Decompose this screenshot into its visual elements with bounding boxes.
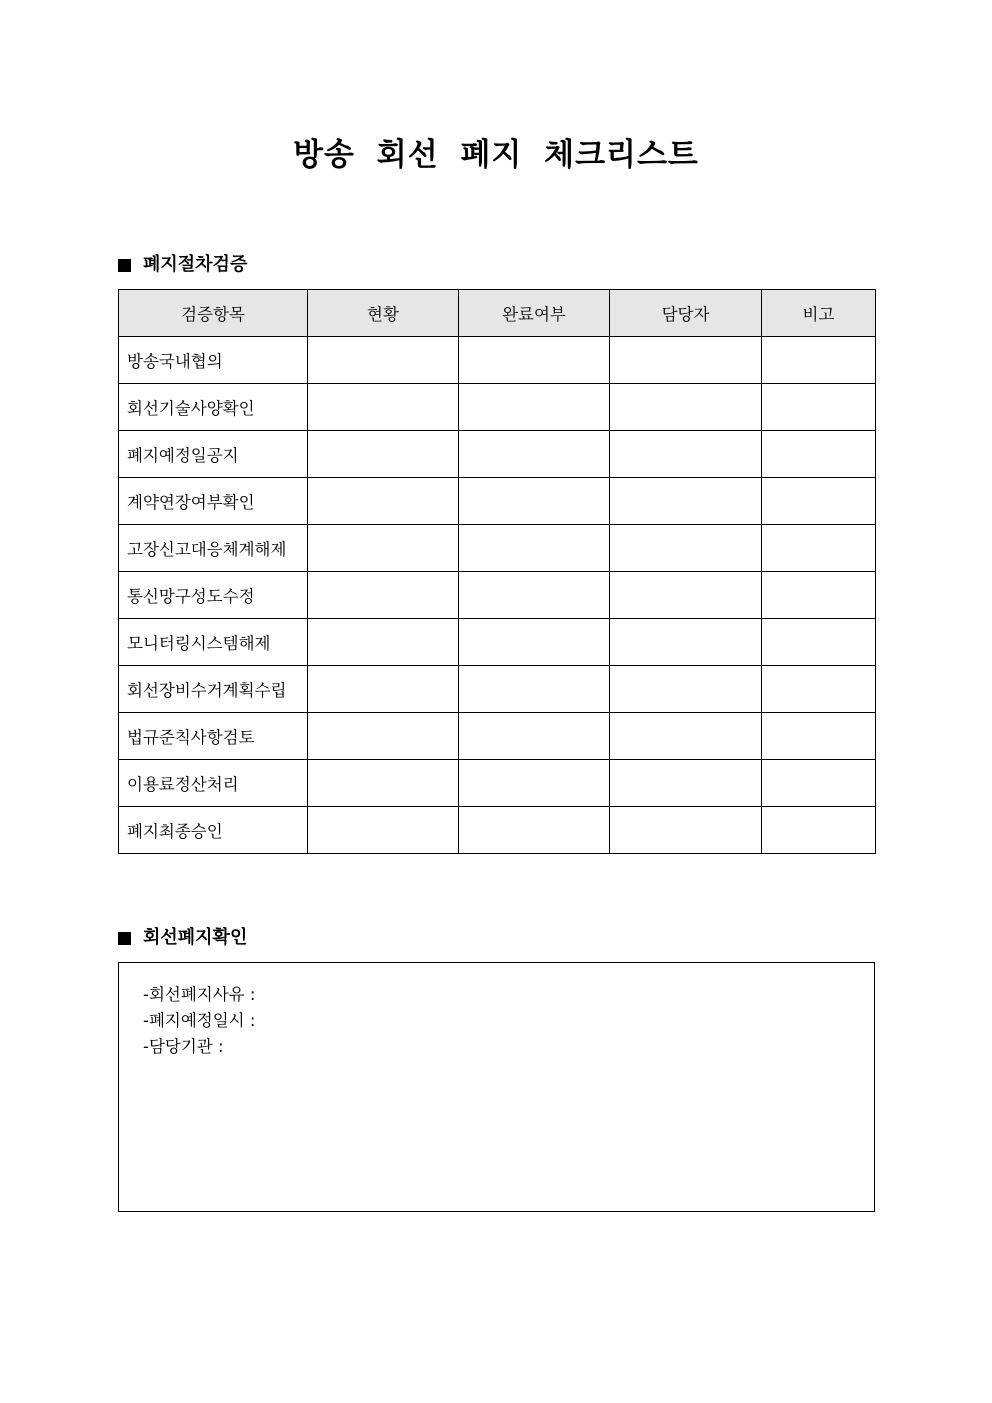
- remarks-cell[interactable]: [762, 807, 876, 854]
- check-item-label: 계약연장여부확인: [119, 478, 308, 525]
- completion-cell[interactable]: [459, 760, 610, 807]
- completion-cell[interactable]: [459, 431, 610, 478]
- completion-cell[interactable]: [459, 478, 610, 525]
- section-heading-procedure: [118, 253, 247, 277]
- status-cell[interactable]: [308, 431, 459, 478]
- manager-cell[interactable]: [610, 478, 762, 525]
- manager-cell[interactable]: [610, 619, 762, 666]
- manager-cell[interactable]: [610, 431, 762, 478]
- column-header-completion: 완료여부: [459, 290, 610, 337]
- remarks-cell[interactable]: [762, 525, 876, 572]
- section-heading-label: 회선폐지확인: [143, 927, 248, 948]
- remarks-cell[interactable]: [762, 666, 876, 713]
- completion-cell[interactable]: [459, 337, 610, 384]
- page-title: 방송 회선 폐지 체크리스트: [293, 137, 699, 173]
- confirmation-box[interactable]: [118, 962, 875, 1212]
- status-cell[interactable]: [308, 807, 459, 854]
- completion-cell[interactable]: [459, 666, 610, 713]
- check-item-label: 법규준칙사항검토: [119, 713, 308, 760]
- status-cell[interactable]: [308, 666, 459, 713]
- table-row: [119, 619, 876, 666]
- completion-cell[interactable]: [459, 619, 610, 666]
- status-cell[interactable]: [308, 525, 459, 572]
- status-cell[interactable]: [308, 337, 459, 384]
- status-cell[interactable]: [308, 619, 459, 666]
- check-item-label: 이용료정산처리: [119, 760, 308, 807]
- procedure-checklist-table: [118, 289, 876, 854]
- table-row: [119, 666, 876, 713]
- column-header-manager: 담당자: [610, 290, 762, 337]
- manager-cell[interactable]: [610, 384, 762, 431]
- remarks-cell[interactable]: [762, 713, 876, 760]
- check-item-label: 회선장비수거계획수립: [119, 666, 308, 713]
- check-item-label: 폐지최종승인: [119, 807, 308, 854]
- status-cell[interactable]: [308, 572, 459, 619]
- column-header-status: 현황: [308, 290, 459, 337]
- reason-field-label: -회선폐지사유 :: [143, 985, 256, 1004]
- manager-cell[interactable]: [610, 572, 762, 619]
- check-item-label: 고장신고대응체계해제: [119, 525, 308, 572]
- manager-cell[interactable]: [610, 525, 762, 572]
- manager-cell[interactable]: [610, 760, 762, 807]
- table-row: [119, 431, 876, 478]
- table-row: [119, 760, 876, 807]
- table-row: [119, 337, 876, 384]
- completion-cell[interactable]: [459, 525, 610, 572]
- table-row: [119, 572, 876, 619]
- completion-cell[interactable]: [459, 807, 610, 854]
- completion-cell[interactable]: [459, 572, 610, 619]
- table-row: [119, 525, 876, 572]
- status-cell[interactable]: [308, 478, 459, 525]
- manager-cell[interactable]: [610, 666, 762, 713]
- remarks-cell[interactable]: [762, 572, 876, 619]
- table-row: [119, 713, 876, 760]
- check-item-label: 방송국내협의: [119, 337, 308, 384]
- remarks-cell[interactable]: [762, 760, 876, 807]
- remarks-cell[interactable]: [762, 619, 876, 666]
- section-heading-label: 폐지절차검증: [143, 254, 248, 275]
- check-item-label: 회선기술사양확인: [119, 384, 308, 431]
- remarks-cell[interactable]: [762, 478, 876, 525]
- check-item-label: 폐지예정일공지: [119, 431, 308, 478]
- table-row: [119, 384, 876, 431]
- table-row: [119, 478, 876, 525]
- agency-field-label: -담당기관 :: [143, 1037, 224, 1056]
- check-item-label: 통신망구성도수정: [119, 572, 308, 619]
- square-bullet-icon: [118, 932, 131, 945]
- check-item-label: 모니터링시스템해제: [119, 619, 308, 666]
- column-header-item: 검증항목: [119, 290, 308, 337]
- column-header-remarks: 비고: [762, 290, 876, 337]
- status-cell[interactable]: [308, 713, 459, 760]
- table-row: [119, 807, 876, 854]
- completion-cell[interactable]: [459, 384, 610, 431]
- manager-cell[interactable]: [610, 337, 762, 384]
- status-cell[interactable]: [308, 384, 459, 431]
- remarks-cell[interactable]: [762, 384, 876, 431]
- section-heading-confirmation: [118, 926, 247, 950]
- completion-cell[interactable]: [459, 713, 610, 760]
- scheduled-date-field-label: -폐지예정일시 :: [143, 1011, 256, 1030]
- remarks-cell[interactable]: [762, 431, 876, 478]
- status-cell[interactable]: [308, 760, 459, 807]
- manager-cell[interactable]: [610, 807, 762, 854]
- manager-cell[interactable]: [610, 713, 762, 760]
- table-header-row: [119, 290, 876, 337]
- remarks-cell[interactable]: [762, 337, 876, 384]
- square-bullet-icon: [118, 259, 131, 272]
